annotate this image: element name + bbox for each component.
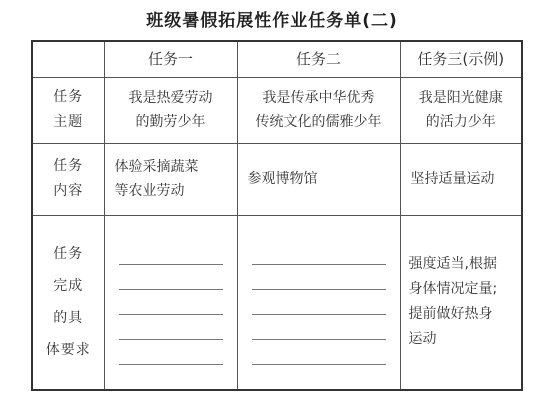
table-row <box>32 77 522 143</box>
cell-line: 参观博物馆 <box>247 171 318 187</box>
blank-answer-line <box>252 290 386 315</box>
table-row <box>32 215 522 390</box>
row-label-line: 任务 <box>53 89 84 105</box>
cell-line: 提前做好热身 <box>408 306 493 323</box>
requirements-task-1 <box>104 215 237 390</box>
row-label-line: 任务 <box>53 158 84 174</box>
cell-line: 等农业劳动 <box>114 183 185 199</box>
row-label-line: 内容 <box>53 183 84 199</box>
content-task-3 <box>400 143 522 215</box>
cell-line: 体验采摘蔬菜 <box>114 159 199 175</box>
cell-line: 的勤劳少年 <box>135 114 206 130</box>
header-task-3: 任务三(示例) <box>400 41 522 77</box>
row-label-line: 主题 <box>53 114 84 130</box>
content-task-1 <box>104 143 237 215</box>
cell-line: 强度适当,根据 <box>408 256 497 273</box>
blank-answer-line <box>119 315 223 340</box>
row-label-line: 完成 <box>53 278 84 295</box>
cell-line: 运动 <box>408 331 437 348</box>
blank-answer-line <box>119 340 223 365</box>
requirements-task-2 <box>237 215 400 390</box>
blank-answer-line <box>252 315 386 340</box>
blank-answer-line <box>252 265 386 290</box>
blank-answer-line <box>252 340 386 365</box>
blank-answer-line <box>119 290 223 315</box>
task-table <box>31 40 523 391</box>
row-label-theme <box>32 77 104 143</box>
cell-line: 我是阳光健康 <box>418 90 503 106</box>
cell-line: 的活力少年 <box>425 114 496 130</box>
theme-task-1 <box>104 77 237 143</box>
header-task-2: 任务二 <box>237 41 400 77</box>
header-task-1: 任务一 <box>104 41 237 77</box>
row-label-line: 体要求 <box>45 342 91 359</box>
cell-line: 我是热爱劳动 <box>128 90 213 106</box>
row-label-requirements <box>32 215 104 390</box>
blank-answer-line <box>119 240 223 265</box>
requirements-task-3 <box>400 215 522 390</box>
blank-answer-line <box>119 265 223 290</box>
row-label-line: 任务 <box>53 246 84 263</box>
blank-answer-line <box>252 240 386 265</box>
theme-task-3 <box>400 77 522 143</box>
row-label-line: 的具 <box>53 310 84 327</box>
cell-line: 坚持适量运动 <box>410 171 495 187</box>
row-label-content <box>32 143 104 215</box>
cell-line: 我是传承中华优秀 <box>262 90 375 106</box>
header-row <box>32 41 522 77</box>
cell-line: 身体情况定量; <box>408 281 498 298</box>
content-task-2 <box>237 143 400 215</box>
worksheet-title: 班级暑假拓展性作业任务单(二) <box>146 11 398 31</box>
cell-line: 传统文化的儒雅少年 <box>255 114 382 130</box>
theme-task-2 <box>237 77 400 143</box>
table-row <box>32 143 522 215</box>
header-corner-cell <box>32 41 104 77</box>
